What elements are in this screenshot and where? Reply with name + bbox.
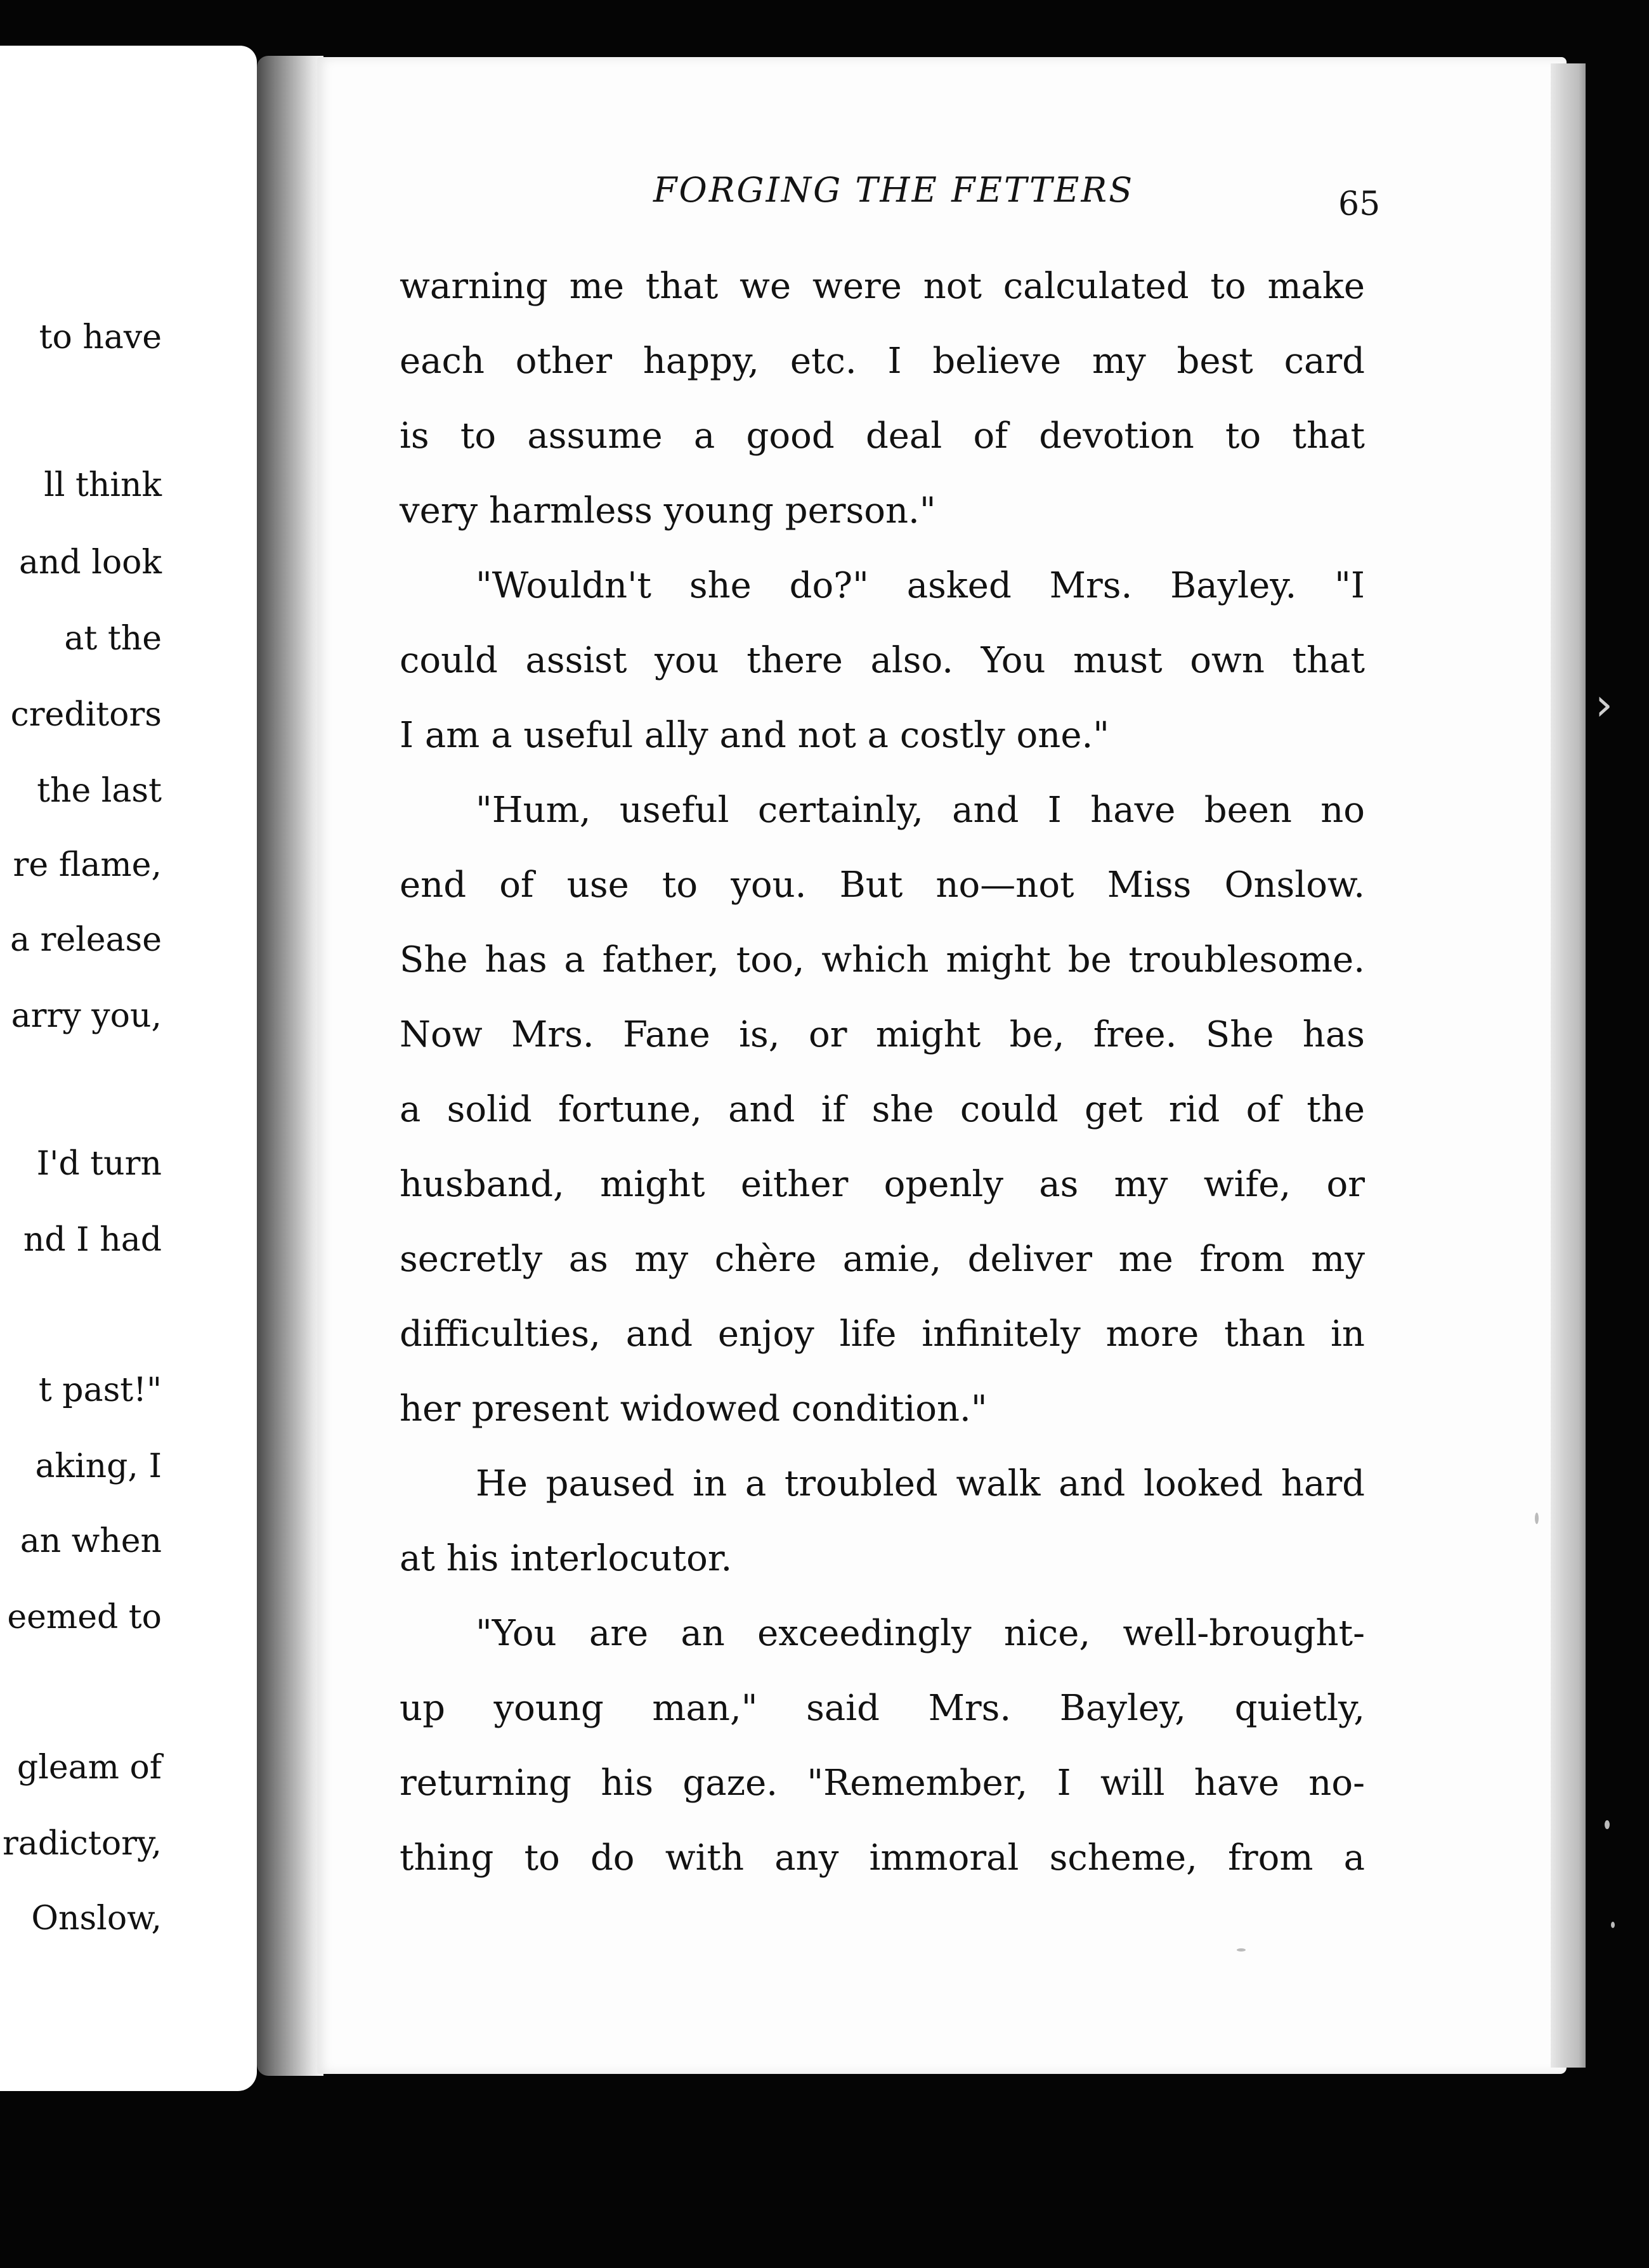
scan-speck <box>1605 1820 1610 1829</box>
text-line: returning his gaze. "Remember, I will have no- <box>400 1763 1365 1804</box>
text-line: is to assume a good deal of devotion to that <box>400 415 1365 457</box>
scan-speck <box>1535 1513 1539 1524</box>
text-line: a solid fortune, and if she could get rid of the <box>400 1089 1365 1130</box>
text-line: She has a father, too, which might be troublesome. <box>400 939 1365 981</box>
left-page <box>0 46 257 2091</box>
text-line: "Hum, useful certainly, and I have been no <box>476 790 1365 831</box>
left-line: creditors <box>10 696 162 734</box>
text-line: "You are an exceedingly nice, well-brought- <box>476 1613 1365 1654</box>
left-line: the last <box>37 772 162 810</box>
left-page-text <box>0 46 257 2091</box>
left-line: a release <box>10 921 162 959</box>
text-line: difficulties, and enjoy life infinitely more than in <box>400 1313 1365 1355</box>
text-line: Now Mrs. Fane is, or might be, free. She has <box>400 1014 1365 1055</box>
left-line: t past!" <box>38 1371 162 1409</box>
left-line: nd I had <box>23 1221 162 1259</box>
page-number: 65 <box>1338 185 1381 223</box>
text-line: end of use to you. But no—not Miss Onslow. <box>400 864 1365 906</box>
text-line: "Wouldn't she do?" asked Mrs. Bayley. "I <box>476 565 1365 606</box>
text-line: warning me that we were not calculated to make <box>400 266 1365 307</box>
scan-speck <box>1237 1948 1246 1952</box>
text-line: He paused in a troubled walk and looked hard <box>476 1463 1365 1504</box>
page-edge <box>1551 63 1586 2068</box>
left-line: and look <box>18 544 162 582</box>
left-line: radictory, <box>3 1825 162 1863</box>
scan-mark-icon: › <box>1595 679 1613 731</box>
text-line: thing to do with any immoral scheme, from a <box>400 1837 1365 1879</box>
left-line: an when <box>20 1522 162 1560</box>
left-line: arry you, <box>11 997 162 1035</box>
left-line: aking, I <box>35 1447 162 1485</box>
text-line: at his interlocutor. <box>400 1538 733 1579</box>
scan-speck <box>1611 1922 1615 1928</box>
left-line: at the <box>64 620 162 658</box>
text-line: husband, might either openly as my wife, or <box>400 1164 1365 1205</box>
text-line: I am a useful ally and not a costly one." <box>400 715 1110 756</box>
text-line: could assist you there also. You must own that <box>400 640 1365 681</box>
left-line: to have <box>39 318 162 356</box>
left-line: gleam of <box>16 1749 162 1787</box>
text-line: her present widowed condition." <box>400 1388 987 1430</box>
book-gutter-shadow <box>257 56 323 2076</box>
left-line: eemed to <box>7 1598 162 1636</box>
left-line: ll think <box>44 466 162 504</box>
text-line: each other happy, etc. I believe my best card <box>400 341 1365 382</box>
text-line: secretly as my chère amie, deliver me from my <box>400 1239 1365 1280</box>
text-line: up young man," said Mrs. Bayley, quietly, <box>400 1688 1365 1729</box>
left-line: Onslow, <box>31 1900 162 1938</box>
left-line: re flame, <box>13 846 162 884</box>
running-head: FORGING THE FETTERS <box>653 170 1135 210</box>
left-line: I'd turn <box>36 1145 162 1183</box>
text-line: very harmless young person." <box>400 490 936 531</box>
